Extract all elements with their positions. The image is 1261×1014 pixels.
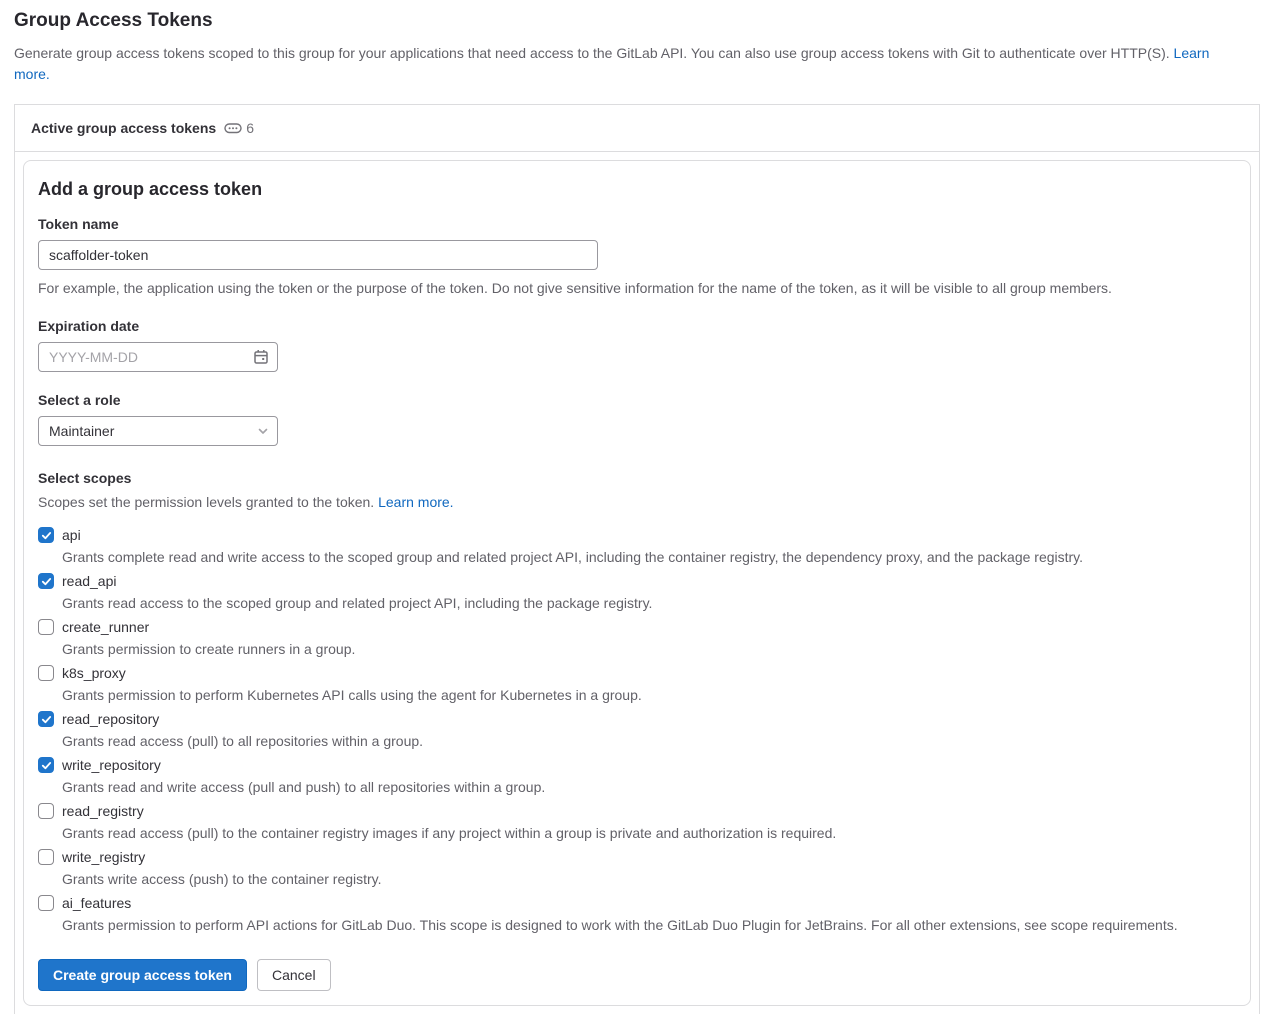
scope-checkbox[interactable] <box>38 895 54 911</box>
scope-label[interactable]: read_repository <box>62 711 160 727</box>
cancel-button[interactable]: Cancel <box>257 959 331 991</box>
token-name-help: For example, the application using the token or the purpose of the token. Do not give sensitive information for the name of the token, as it will be visible to all group members. <box>38 280 1112 296</box>
token-name-input[interactable] <box>38 240 598 270</box>
scope-row <box>38 617 1236 659</box>
scope-label[interactable]: read_api <box>62 573 117 589</box>
scope-label[interactable]: create_runner <box>62 619 150 635</box>
page-description-text: Generate group access tokens scoped to this group for your applications that need access to the GitLab API. You can also use group access tokens with Git to authenticate over HTTP(S). <box>14 45 1170 61</box>
select-scopes-label: Select scopes <box>38 470 132 486</box>
scope-label[interactable]: k8s_proxy <box>62 665 126 681</box>
token-count: 6 <box>246 120 254 136</box>
scope-checkbox[interactable] <box>38 757 54 773</box>
expiration-date-label: Expiration date <box>38 318 140 334</box>
scopes-help <box>38 492 1236 512</box>
scope-row <box>38 571 1236 613</box>
active-tokens-header <box>15 105 1259 152</box>
scope-row <box>38 847 1236 889</box>
scope-checkbox[interactable] <box>38 573 54 589</box>
scope-description: Grants permission to perform API actions for GitLab Duo. This scope is designed to work with the GitLab Duo Plugin for JetBrains. For all other extensions, see scope requirements. <box>62 917 1178 933</box>
scope-description: Grants read access (pull) to the container registry images if any project within a group is private and authorization is required. <box>62 825 837 841</box>
scope-row <box>38 709 1236 751</box>
scope-label[interactable]: ai_features <box>62 895 132 911</box>
form-title: Add a group access token <box>38 179 263 199</box>
add-token-card <box>23 160 1251 1006</box>
create-group-access-token-button[interactable]: Create group access token <box>38 959 247 991</box>
token-count-badge <box>224 120 254 136</box>
scope-description: Grants read access (pull) to all repositories within a group. <box>62 733 424 749</box>
page-title: Group Access Tokens <box>14 10 213 31</box>
scope-label[interactable]: read_registry <box>62 803 144 819</box>
scope-description: Grants read access to the scoped group and related project API, including the package registry. <box>62 595 653 611</box>
scope-label[interactable]: api <box>62 527 81 543</box>
scope-row <box>38 525 1236 567</box>
scope-label[interactable]: write_repository <box>62 757 161 773</box>
page-description <box>14 43 1247 85</box>
panel-body <box>15 152 1259 1014</box>
scope-checkbox[interactable] <box>38 619 54 635</box>
scope-description: Grants write access (push) to the container registry. <box>62 871 382 887</box>
token-name-label: Token name <box>38 216 119 232</box>
active-tokens-label: Active group access tokens <box>31 120 217 136</box>
scope-description: Grants permission to perform Kubernetes API calls using the agent for Kubernetes in a group. <box>62 687 642 703</box>
scope-checkbox[interactable] <box>38 803 54 819</box>
token-pill-icon <box>224 121 242 135</box>
scope-row <box>38 755 1236 797</box>
scope-checkbox[interactable] <box>38 527 54 543</box>
scope-row <box>38 663 1236 705</box>
role-select[interactable] <box>38 416 278 446</box>
role-label: Select a role <box>38 392 121 408</box>
expiration-date-input[interactable] <box>38 342 278 372</box>
calendar-icon[interactable] <box>253 349 269 365</box>
scope-description: Grants complete read and write access to the scoped group and related project API, including the container registry, the dependency proxy, and the package registry. <box>62 549 1084 565</box>
learn-more-link[interactable]: Learn more. <box>14 45 1210 82</box>
scope-row <box>38 893 1236 935</box>
scope-label[interactable]: write_registry <box>62 849 146 865</box>
scope-row <box>38 801 1236 843</box>
scopes-help-text: Scopes set the permission levels granted to the token. <box>38 494 375 510</box>
scope-description: Grants permission to create runners in a group. <box>62 641 356 657</box>
scopes-list <box>38 525 1236 935</box>
scope-description: Grants read and write access (pull and push) to all repositories within a group. <box>62 779 546 795</box>
scope-checkbox[interactable] <box>38 711 54 727</box>
scopes-learn-more-link[interactable]: Learn more. <box>378 494 454 510</box>
page-intro <box>0 9 1261 85</box>
scope-checkbox[interactable] <box>38 665 54 681</box>
active-tokens-panel <box>14 104 1260 1014</box>
scope-checkbox[interactable] <box>38 849 54 865</box>
